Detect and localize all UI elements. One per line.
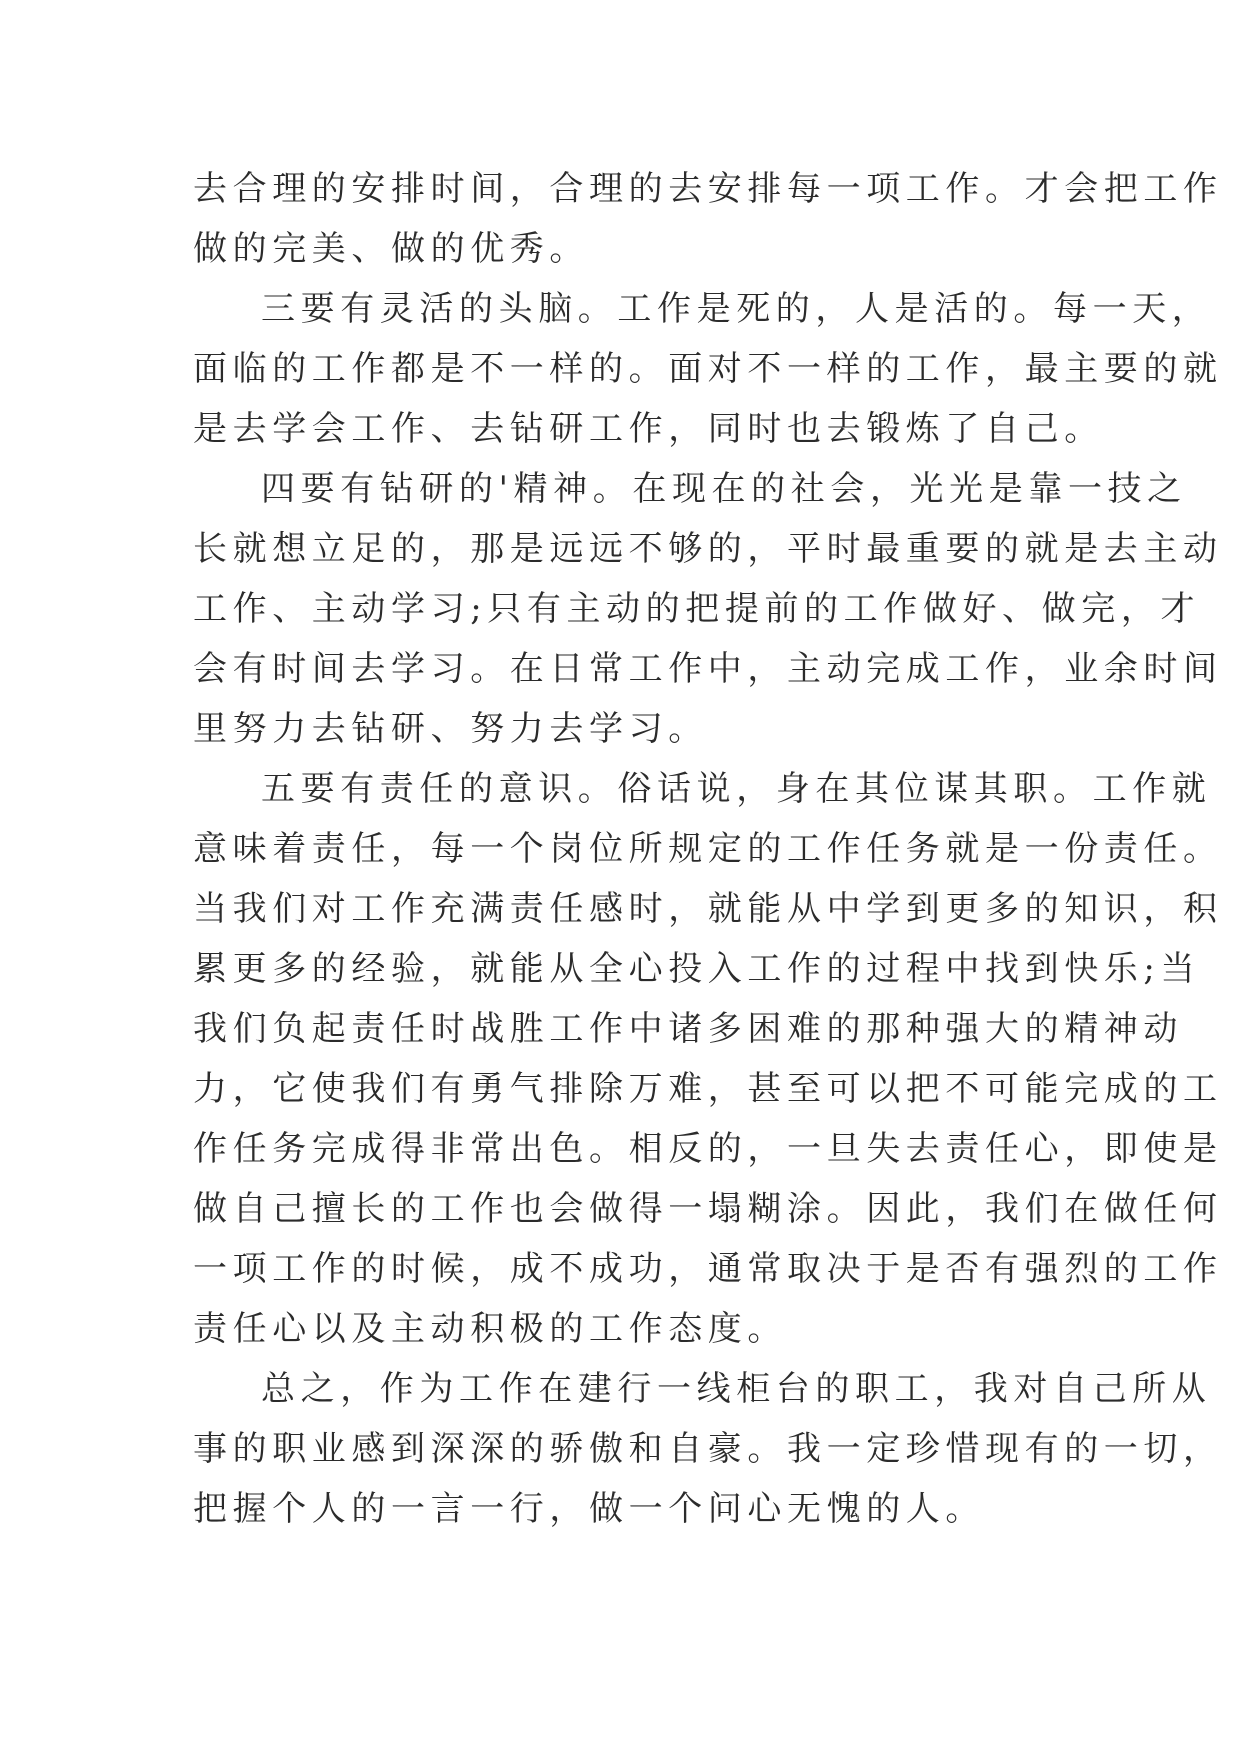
text-line: 长就想立足的，那是远远不够的，平时最重要的就是去主动: [193, 529, 1223, 569]
text-line: 责任心以及主动积极的工作态度。: [193, 1309, 787, 1349]
text-line: 事的职业感到深深的骄傲和自豪。我一定珍惜现有的一切，: [193, 1429, 1223, 1469]
text-line: 作任务完成得非常出色。相反的，一旦失去责任心，即使是: [193, 1129, 1223, 1169]
paragraph-research-spirit: [193, 459, 1223, 759]
text-line: 面临的工作都是不一样的。面对不一样的工作，最主要的就: [193, 349, 1223, 389]
text-line: 是去学会工作、去钻研工作，同时也去锻炼了自己。: [193, 409, 1104, 449]
text-line: 里努力去钻研、努力去学习。: [193, 709, 708, 749]
text-line: 累更多的经验，就能从全心投入工作的过程中找到快乐;当: [193, 949, 1201, 989]
text-line: 去合理的安排时间，合理的去安排每一项工作。才会把工作: [193, 169, 1223, 209]
text-line: 会有时间去学习。在日常工作中，主动完成工作，业余时间: [193, 649, 1223, 689]
text-line: 总之，作为工作在建行一线柜台的职工，我对自己所从: [261, 1369, 1212, 1409]
text-line: 力，它使我们有勇气排除万难，甚至可以把不可能完成的工: [193, 1069, 1223, 1109]
text-line: 五要有责任的意识。俗话说，身在其位谋其职。工作就: [261, 769, 1212, 809]
text-line: 把握个人的一言一行，做一个问心无愧的人。: [193, 1489, 985, 1529]
text-line: 意味着责任，每一个岗位所规定的工作任务就是一份责任。: [193, 829, 1223, 869]
paragraph-continuation: [193, 159, 1223, 279]
text-line: 工作、主动学习;只有主动的把提前的工作做好、做完，才: [193, 589, 1201, 629]
text-line: 我们负起责任时战胜工作中诸多困难的那种强大的精神动: [193, 1009, 1183, 1049]
text-line: 做的完美、做的优秀。: [193, 229, 589, 269]
document-body: [193, 159, 1223, 1539]
text-line: 当我们对工作充满责任感时，就能从中学到更多的知识，积: [193, 889, 1223, 929]
text-line: 一项工作的时候，成不成功，通常取决于是否有强烈的工作: [193, 1249, 1223, 1289]
text-line: 三要有灵活的头脑。工作是死的，人是活的。每一天，: [261, 289, 1212, 329]
text-line: 做自己擅长的工作也会做得一塌糊涂。因此，我们在做任何: [193, 1189, 1223, 1229]
paragraph-responsibility: [193, 759, 1223, 1359]
text-line: 四要有钻研的'精神。在现在的社会，光光是靠一技之: [261, 469, 1187, 509]
paragraph-conclusion: [193, 1359, 1223, 1539]
paragraph-flexible-mind: [193, 279, 1223, 459]
